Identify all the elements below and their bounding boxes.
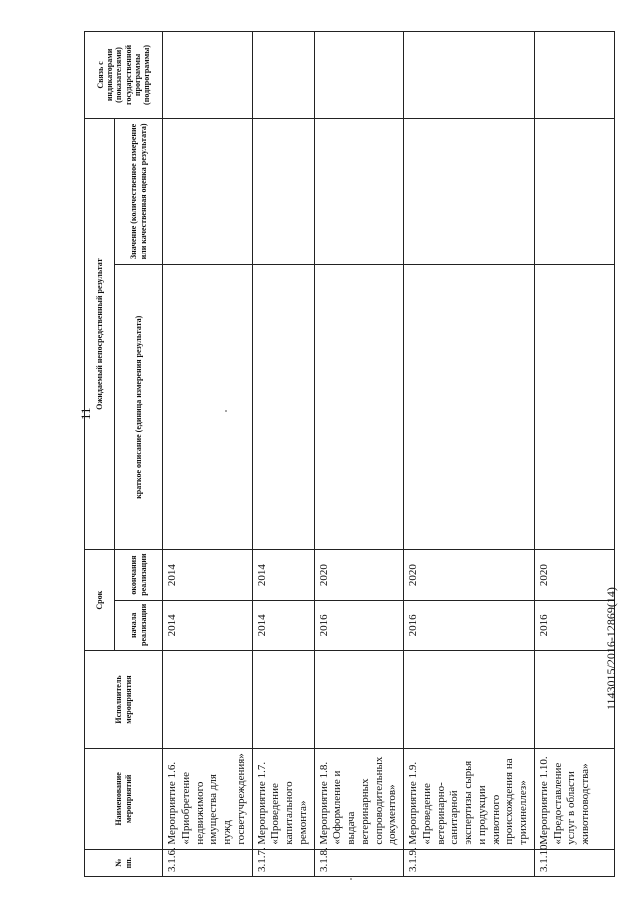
row-num: 3.1.10. bbox=[534, 849, 614, 876]
row-start: 2016 bbox=[314, 600, 404, 650]
row-end: 2014 bbox=[163, 550, 253, 600]
row-end: 2020 bbox=[404, 550, 535, 600]
measures-table bbox=[84, 31, 615, 877]
row-link bbox=[314, 32, 404, 119]
row-brief bbox=[314, 265, 404, 550]
row-start: 2014 bbox=[163, 600, 253, 650]
table-row bbox=[534, 32, 614, 877]
row-name: Мероприятие 1.10. «Предоставление услуг в области животноводства» bbox=[534, 749, 614, 849]
row-executor bbox=[404, 650, 535, 748]
row-executor bbox=[534, 650, 614, 748]
row-link bbox=[163, 32, 253, 119]
table-row bbox=[314, 32, 404, 877]
row-name: Мероприятие 1.6. «Приобретение недвижимого имущества для нужд госветучреждения» bbox=[163, 749, 253, 849]
row-executor bbox=[163, 650, 253, 748]
row-start: 2014 bbox=[252, 600, 314, 650]
header-end: окончания реализации bbox=[115, 550, 163, 600]
header-executor: Исполнитель мероприятия bbox=[85, 650, 163, 748]
row-value bbox=[314, 118, 404, 264]
header-link: Связь с индикаторами (показателями) государственной программы (подпрограммы) bbox=[85, 32, 163, 119]
row-start: 2016 bbox=[404, 600, 535, 650]
row-link bbox=[404, 32, 535, 119]
document-code: 1143015/2016-12869(14) bbox=[604, 587, 618, 710]
header-name: Наименование мероприятий bbox=[85, 749, 163, 849]
row-name: Мероприятие 1.7. «Проведение капитального ремонта» bbox=[252, 749, 314, 849]
header-term: Срок bbox=[85, 550, 115, 650]
row-start: 2016 bbox=[534, 600, 614, 650]
table-row bbox=[163, 32, 253, 877]
header-num: № пп. bbox=[85, 849, 163, 876]
header-result: Ожидаемый непосредственный результат bbox=[85, 118, 115, 550]
row-value bbox=[163, 118, 253, 264]
row-num: 3.1.7. bbox=[252, 849, 314, 876]
row-end: 2014 bbox=[252, 550, 314, 600]
row-num: 3.1.9. bbox=[404, 849, 535, 876]
row-name: Мероприятие 1.9. «Проведение ветеринарно-санитарной экспертизы сырья и продукции животного происхождения на трихинеллез» bbox=[404, 749, 535, 849]
row-num: 3.1.8. bbox=[314, 849, 404, 876]
scan-speck bbox=[225, 410, 227, 412]
header-brief: краткое описание (единица измерения результата) bbox=[115, 265, 163, 550]
header-value: Значение (количественное измерение или качественная оценка результата) bbox=[115, 118, 163, 264]
row-executor bbox=[252, 650, 314, 748]
row-executor bbox=[314, 650, 404, 748]
table-row bbox=[252, 32, 314, 877]
row-link bbox=[534, 32, 614, 119]
table-row bbox=[404, 32, 535, 877]
row-value bbox=[252, 118, 314, 264]
row-value bbox=[534, 118, 614, 264]
row-end: 2020 bbox=[314, 550, 404, 600]
row-end: 2020 bbox=[534, 550, 614, 600]
row-brief bbox=[252, 265, 314, 550]
row-value bbox=[404, 118, 535, 264]
row-link bbox=[252, 32, 314, 119]
header-start: начала реализации bbox=[115, 600, 163, 650]
row-num: 3.1.6. bbox=[163, 849, 253, 876]
row-name: Мероприятие 1.8. «Оформление и выдача ветеринарных сопроводительных документов» bbox=[314, 749, 404, 849]
row-brief bbox=[163, 265, 253, 550]
page-number: 11 bbox=[78, 407, 93, 420]
row-brief bbox=[534, 265, 614, 550]
scan-speck bbox=[350, 878, 352, 880]
rotated-table-wrapper bbox=[84, 31, 599, 877]
row-brief bbox=[404, 265, 535, 550]
